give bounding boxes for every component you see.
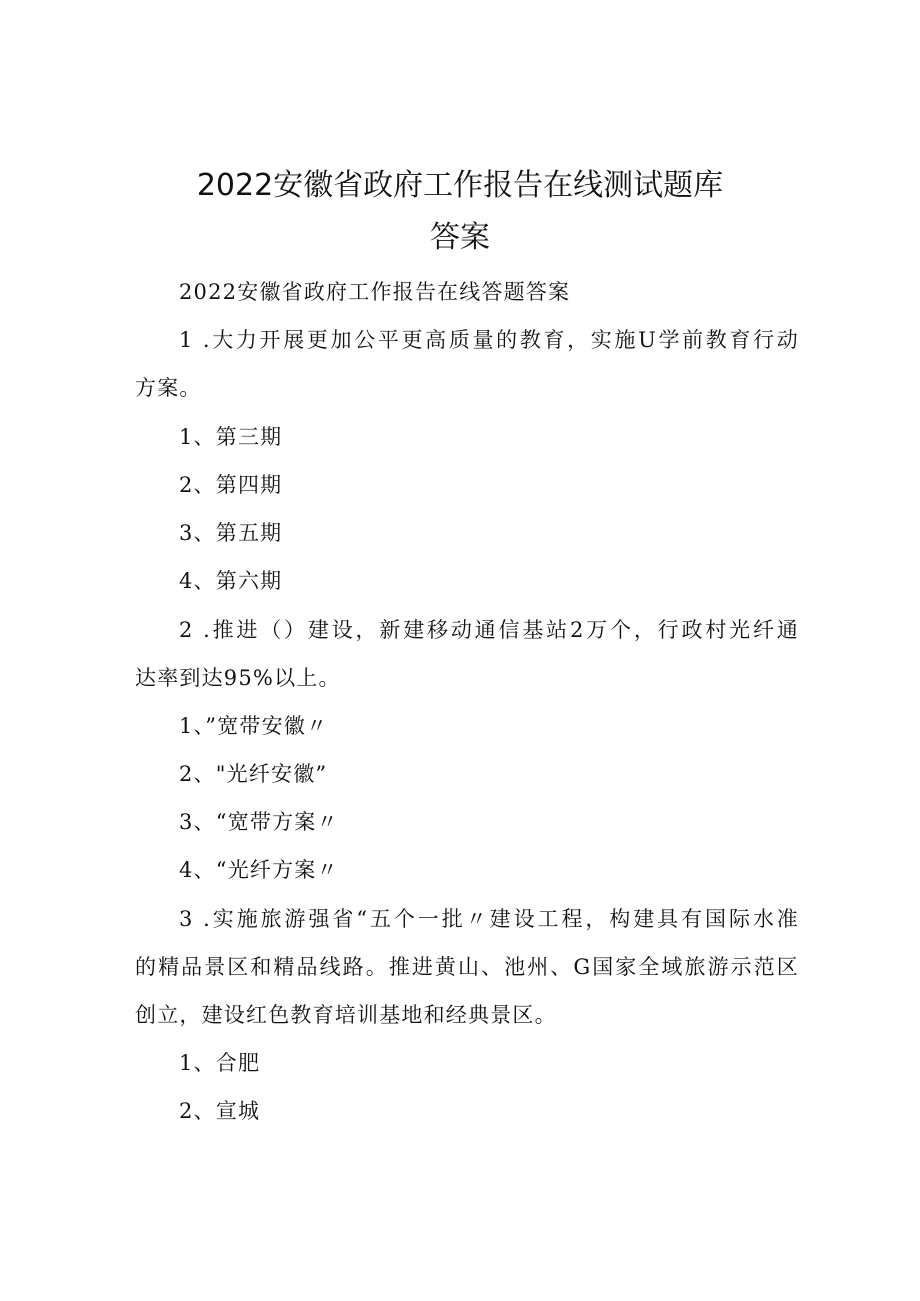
question-3-option: 1、合肥 — [179, 1051, 261, 1075]
question-1-option: 2、第四期 — [179, 473, 283, 497]
question-2-text: 2 .推进（）建设，新建移动通信基站2万个，行政村光纤通 — [179, 618, 799, 642]
question-2-option: 3、“宽带方案〃 — [179, 810, 339, 834]
document-subtitle: 2022安徽省政府工作报告在线答题答案 — [179, 280, 571, 304]
question-2-option: 4、“光纤方案〃 — [179, 858, 339, 882]
document-title: 2022安徽省政府工作报告在线测试题库 — [196, 168, 724, 203]
question-2-text-continued: 达率到达95%以上。 — [135, 666, 341, 690]
question-3-option: 2、宣城 — [179, 1099, 261, 1123]
question-1-option: 3、第五期 — [179, 521, 283, 545]
question-3-text-continued: 创立，建设红色教育培训基地和经典景区。 — [135, 1003, 557, 1027]
question-1-option: 1、第三期 — [179, 425, 283, 449]
question-2-option: 2、"光纤安徽” — [179, 762, 328, 786]
question-2-option: 1、”宽带安徽〃 — [179, 714, 329, 738]
question-1-text-continued: 方案。 — [135, 376, 202, 400]
question-1-text: 1 .大力开展更加公平更高质量的教育，实施U学前教育行动 — [179, 328, 799, 352]
question-1-option: 4、第六期 — [179, 569, 283, 593]
question-3-text: 3 .实施旅游强省“五个一批〃建设工程，构建具有国际水准 — [179, 907, 799, 931]
question-3-text-continued: 的精品景区和精品线路。推进黄山、池州、G国家全域旅游示范区 — [135, 955, 799, 979]
document-title-continued: 答案 — [430, 220, 490, 255]
